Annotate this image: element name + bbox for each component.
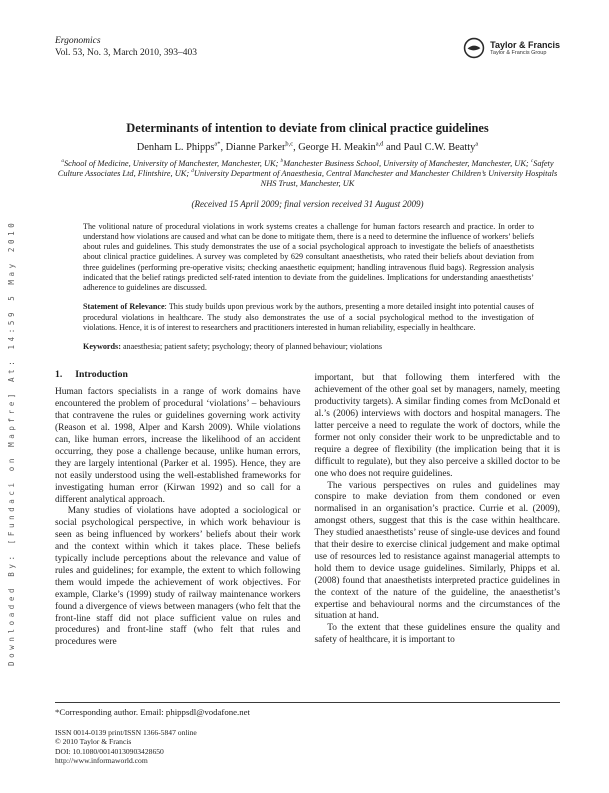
page-content (55, 36, 560, 687)
right-column (315, 369, 561, 687)
paragraph: Human factors specialists in a range of work domains have encountered the problem of procedural ‘violations’ – behaviours that contravene the rules or guidelines governing work activity (Reason et al. 1998, Alper and Karsh 2009). While violations can, like human errors, increase the likelihood of an accident occurring, they pose a challenge because, unlike human errors, they are largely intentional (Parker et al. 1995). Hence, they are not easily understood using the well-established frameworks for investigating human error (Kirwan 1992) and so call for a different analytical approach. (55, 387, 301, 505)
left-column (55, 369, 301, 687)
publisher-url: http://www.informaworld.com (55, 756, 148, 766)
author-line: Denham L. Phipps$^{a*}$, Dianne Parker$^{b,c}$, George H. Meakin$^{a,d}$ and Paul C.W. Beatty$^a$ (136, 140, 479, 153)
issue-line: Vol. 53, No. 3, March 2010, 393–403 (55, 47, 198, 58)
received-dates: (Received 15 April 2009; final version received 31 August 2009) (191, 198, 424, 209)
copyright-line: © 2010 Taylor & Francis (55, 737, 132, 747)
article-title: Determinants of intention to deviate from clinical practice guidelines (126, 121, 489, 135)
issn-line: ISSN 0014-0139 print/ISSN 1366-5847 online (55, 728, 197, 737)
doi-line: DOI: 10.1080/00140130903428650 (55, 746, 164, 756)
section-number: 1. (55, 369, 63, 381)
footnote-block (55, 702, 560, 766)
imprint-block (55, 728, 560, 766)
publisher-name: Taylor & Francis (490, 39, 560, 50)
publisher-logo (463, 37, 560, 59)
taylor-francis-logo-icon (463, 37, 485, 59)
abstract: The volitional nature of procedural violations in work systems creates a challenge for human factors research and practice. In order to understand how violations are caused and what can be done to mitigate them, there is a need to determine the influence of workers’ beliefs about rules and guidelines. This study demonstrates the use of a social psychological approach to investigate the beliefs of anaesthetists about clinical practice guidelines. A survey was completed by 629 consultant anaesthetists, who rated their beliefs about deviation from three guidelines (performing pre-operative visits; checking anaesthetic equipment; handling intravenous fluid bags). Regression analysis indicated that the belief ratings predicted self-rated intention to deviate from the guidelines. Implications for understanding anaesthetists’ adherence to guidelines are discussed. (83, 221, 534, 293)
keywords: Keywords: anaesthesia; patient safety; psychology; theory of planned behaviour; violations (83, 342, 382, 352)
paragraph: Many studies of violations have adopted a sociological or social psychological perspective, in which work behaviour is seen as being influenced by workers’ beliefs about their work and the context within which it takes place. These beliefs typically include perceptions about the relevance and value of rules and guidelines; for example, the extent to which following them would impede the achievement of work objectives. For example, Clarke’s (1999) study of railway maintenance workers found a divergence of views between managers (who felt that the front-line staff did not place sufficient value on rules and procedures) and front-line staff (who felt that rules and procedures were (55, 506, 301, 648)
section-label: Introduction (75, 369, 128, 381)
publisher-group: Taylor & Francis Group (490, 49, 547, 56)
affiliations: $^a$School of Medicine, University of Manchester, Manchester, UK; $^b$Manchester Business School, University of Manchester, Manchester, UK; $^c$Safety Culture Associates Ltd, Flintshire, UK; $^d$University Department of Anaesthesia, Central Manchester and Manchester Children’s University Hospitals NHS Trust, Manchester, UK (57, 158, 558, 189)
journal-meta (55, 36, 197, 59)
journal-name: Ergonomics (55, 36, 101, 46)
publisher-text (490, 40, 560, 57)
section-heading-introduction (55, 369, 301, 380)
journal-header (55, 36, 560, 59)
download-watermark: Downloaded By: [Fundaci on Mapfre] At: 14:59 5 May 2010 (7, 219, 16, 666)
paragraph: To the extent that these guidelines ensure the quality and safety of healthcare, it is important to (314, 623, 560, 646)
statement-of-relevance: Statement of Relevance: This study builds upon previous work by the authors, presenting a more detailed insight into potential causes of procedural violations in healthcare. The study also demonstrates the use of a social psychological method to the investigation of violations. Hence, it is of interest to researchers and practitioners interested in human reliability, especially in healthcare. (83, 302, 534, 332)
body-columns (55, 369, 560, 687)
paragraph: important, but that following them interfered with the achievement of the other goal set by managers, namely, meeting productivity targets). A similar finding comes from McDonald et al.’s (2006) interviews with doctors and hospital managers. The latter perceive a need to regulate the work of doctors, while the former not only consider their work to be unpredictable and to require a degree of flexibility (the implication being that it is difficult to regulate), but they also perceive a skilled doctor to be one who does not require guidelines. (314, 373, 560, 479)
corresponding-author: *Corresponding author. Email: phippsdl@vodafone.net (55, 707, 251, 717)
paragraph: The various perspectives on rules and guidelines may conspire to make deviation from them condoned or even normalised in an organisation’s practice. Currie et al. (2009), amongst others, suggest that this is the case within healthcare. They studied anaesthetists’ reuse of single-use devices and found that their desire to exercise clinical judgement and make optimal use of resources led to resistance against managerial attempts to hold them to device usage guidelines. Similarly, Phipps et al. (2008) found that anaesthetists interpreted practice guidelines in the context of the nature of the guideline, the anaesthetist’s expertise and behavioural norms and the circumstances of the situation at hand. (314, 480, 560, 622)
